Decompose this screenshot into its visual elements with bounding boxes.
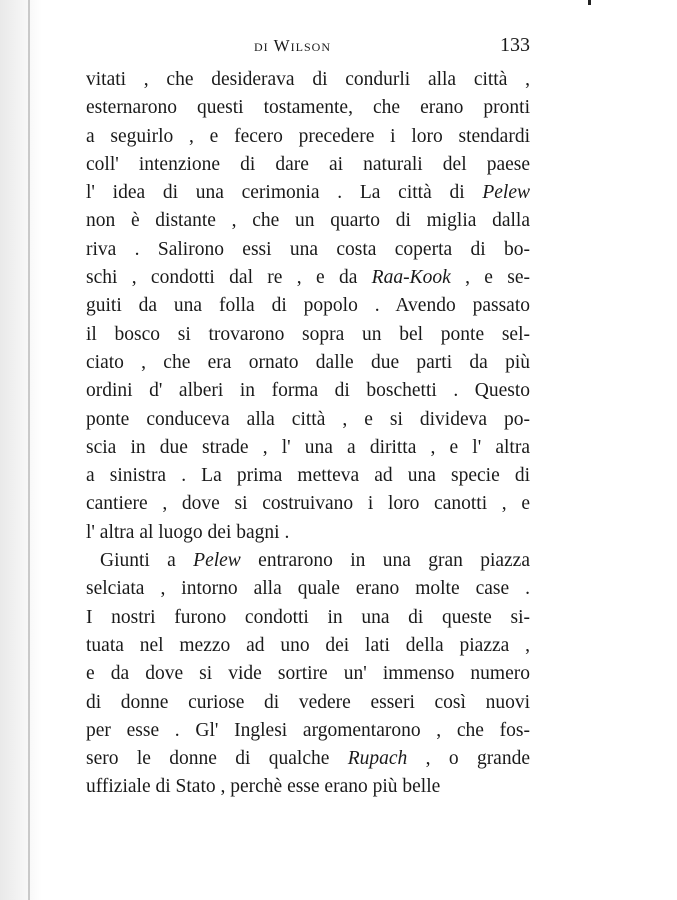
text-segment: a sinistra . La prima metteva ad una specie di: [86, 465, 530, 487]
text-segment: di donne curiose di vedere esseri così nuovi: [86, 691, 530, 713]
text-segment: cantiere , dove si costruivano i loro canotti , e: [86, 493, 530, 515]
text-line: [86, 604, 530, 632]
body-text: [86, 66, 530, 802]
text-segment: schi , condotti dal re , e da: [86, 267, 372, 289]
text-line: [86, 689, 530, 717]
page-binding-edge: [28, 0, 30, 900]
text-segment: non è distante , che un quarto di miglia dalla: [86, 210, 530, 232]
text-line: [86, 321, 530, 349]
text-line: [86, 292, 530, 320]
page-binding-shadow: [0, 0, 42, 900]
text-segment: ciato , che era ornato dalle due parti da più: [86, 351, 530, 373]
text-line: [86, 632, 530, 660]
text-segment: e da dove si vide sortire un' immenso numero: [86, 663, 530, 685]
text-line: [86, 179, 530, 207]
text-segment: per esse . Gl' Inglesi argomentarono , che fos-: [86, 719, 530, 741]
book-page: [86, 34, 530, 802]
italic-name: Raa-Kook: [371, 267, 451, 289]
text-segment: Giunti a: [100, 550, 194, 572]
text-line: [86, 264, 530, 292]
text-line: [86, 745, 530, 773]
text-segment: guiti da una folla di popolo . Avendo passato: [86, 295, 530, 317]
italic-name: Pelew: [193, 550, 241, 572]
text-line: [86, 547, 530, 575]
text-segment: , o grande: [407, 748, 530, 770]
text-line: [86, 490, 530, 518]
text-line: [86, 462, 530, 490]
text-segment: vitati , che desiderava di condurli alla città ,: [86, 69, 530, 90]
text-line: [86, 773, 530, 801]
text-line: [86, 349, 530, 377]
text-segment: tuata nel mezzo ad uno dei lati della piazza ,: [86, 634, 530, 656]
text-line: [86, 123, 530, 151]
text-line: [86, 236, 530, 264]
text-segment: I nostri furono condotti in una di queste si-: [86, 606, 530, 628]
running-head: [86, 34, 530, 64]
text-segment: riva . Salirono essi una costa coperta di bo-: [86, 238, 530, 260]
text-segment: ponte conduceva alla città , e si divideva po-: [86, 408, 530, 430]
text-line: [86, 94, 530, 122]
text-line: [86, 519, 530, 547]
italic-name: Pelew: [482, 182, 530, 204]
text-segment: coll' intenzione di dare ai naturali del paese: [86, 153, 530, 175]
text-segment: esternarono questi tostamente, che erano pronti: [86, 97, 530, 119]
text-segment: uffiziale di Stato , perchè esse erano più belle: [86, 776, 441, 798]
italic-name: Rupach: [347, 748, 408, 770]
page-top-mark: [588, 0, 591, 5]
text-line: [86, 66, 530, 94]
text-line: [86, 660, 530, 688]
paragraph: [86, 547, 530, 802]
page-number: 133: [500, 34, 530, 56]
text-line: [86, 406, 530, 434]
text-line: [86, 377, 530, 405]
running-head-title: di Wilson: [254, 36, 331, 55]
text-line: [86, 717, 530, 745]
text-segment: scia in due strade , l' una a diritta , e l' altra: [86, 436, 530, 458]
text-segment: ordini d' alberi in forma di boschetti . Questo: [86, 380, 530, 402]
text-segment: sero le donne di qualche: [86, 748, 348, 770]
text-line: [86, 207, 530, 235]
text-line: [86, 575, 530, 603]
text-segment: il bosco si trovarono sopra un bel ponte sel-: [86, 323, 530, 345]
text-line: [86, 151, 530, 179]
text-segment: , e se-: [450, 267, 530, 289]
text-segment: selciata , intorno alla quale erano molte case .: [86, 578, 530, 600]
text-segment: a seguirlo , e fecero precedere i loro stendardi: [86, 125, 530, 147]
text-segment: l' altra al luogo dei bagni .: [86, 521, 290, 543]
text-segment: l' idea di una cerimonia . La città di: [86, 182, 483, 204]
text-segment: entrarono in una gran piazza: [240, 550, 530, 572]
paragraph: [86, 66, 530, 547]
text-line: [86, 434, 530, 462]
